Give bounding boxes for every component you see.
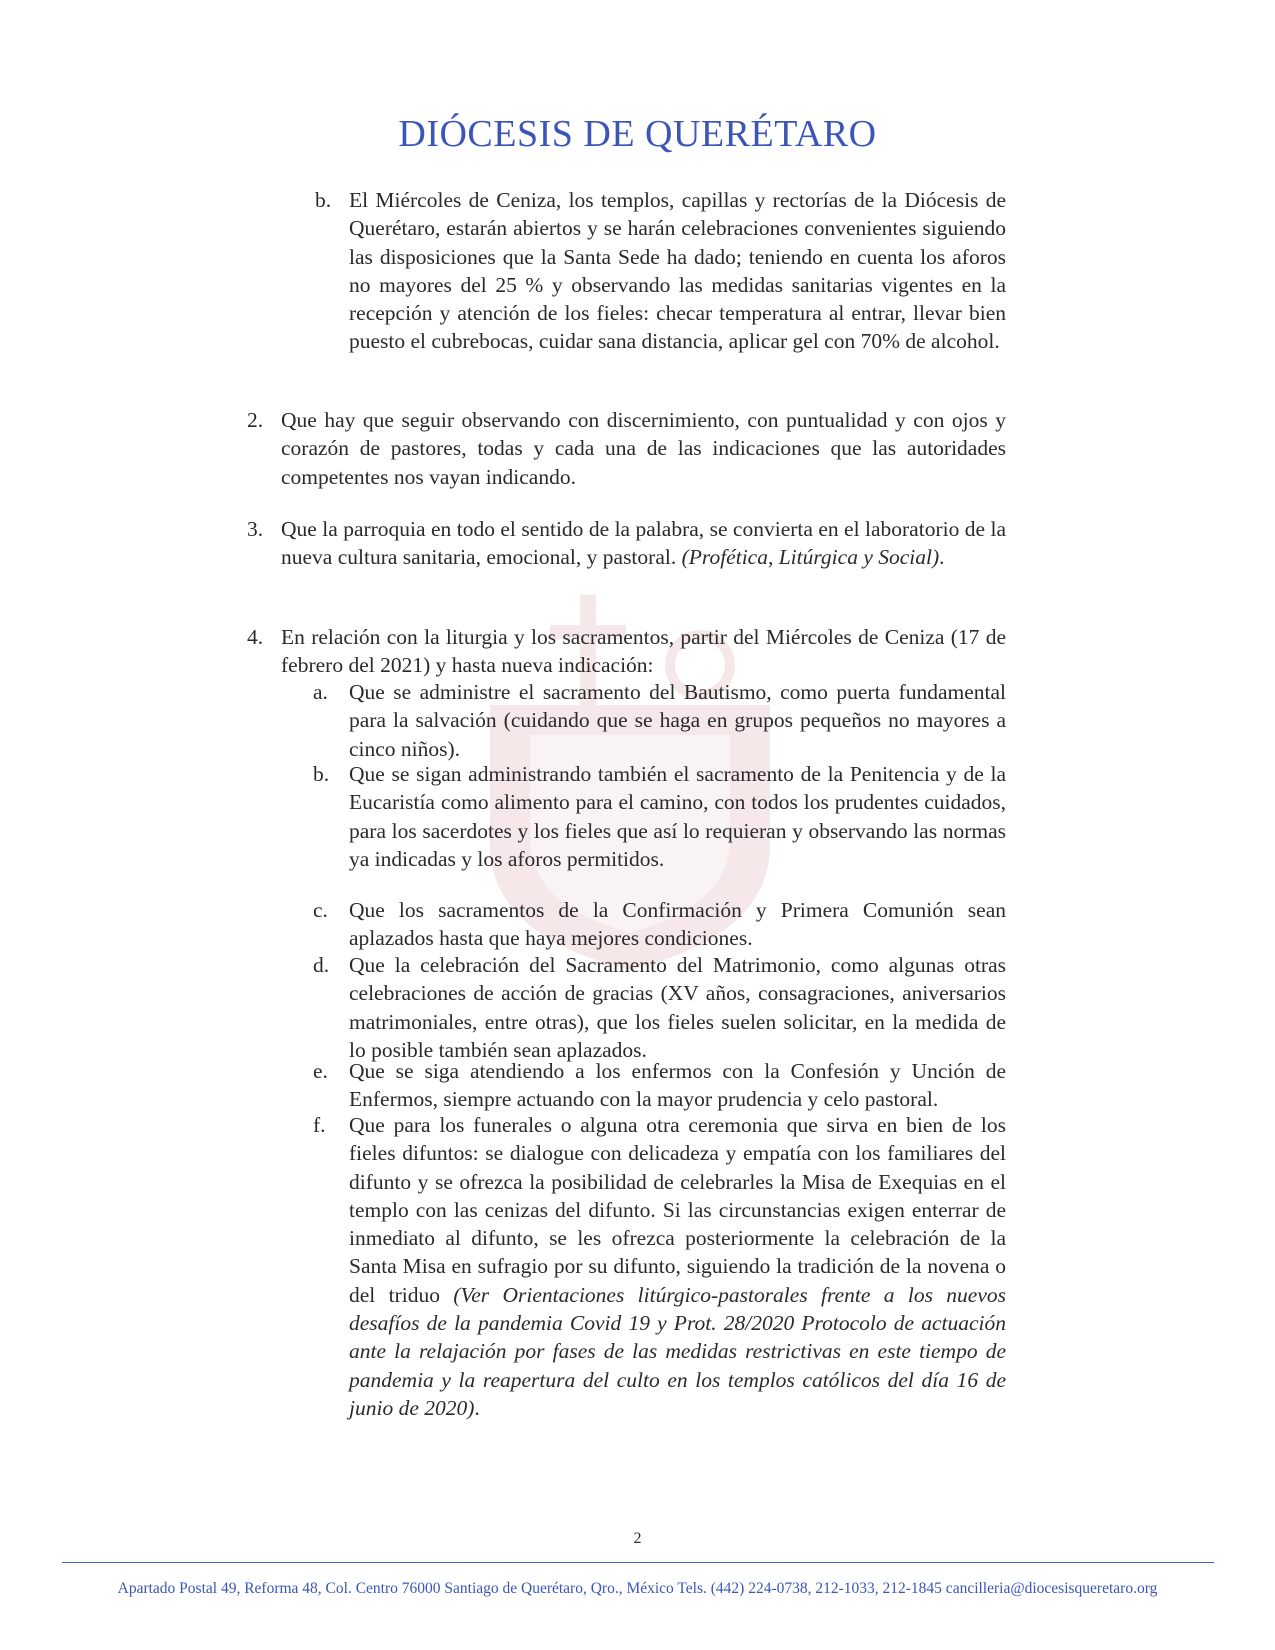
footer-address: Apartado Postal 49, Reforma 48, Col. Centro 76000 Santiago de Querétaro, Qro., México Tels. (442) 224-0738, 212-1033, 212-1845 cancilleria@diocesisqueretaro.org <box>117 1580 1158 1597</box>
list-item-b-ash-wednesday <box>315 186 1006 356</box>
sublist-item-c-confirmation <box>313 896 1006 953</box>
list-marker: d. <box>313 953 330 977</box>
page-number: 2 <box>633 1530 642 1547</box>
sublist-item-b-penance <box>313 760 1006 873</box>
item-text: Que se administre el sacramento del Bautismo, como puerta fundamental para la salvación (cuidando que se haga en grupos pequeños no mayores a cinco niños). <box>349 680 1006 761</box>
sublist-item-f-funerals <box>313 1111 1007 1422</box>
list-marker: f. <box>313 1113 326 1137</box>
list-item-4 <box>247 623 1006 680</box>
list-marker: c. <box>313 898 328 922</box>
list-marker: b. <box>315 188 332 212</box>
item-text: En relación con la liturgia y los sacramentos, partir del Miércoles de Ceniza (17 de febrero del 2021) y hasta nueva indicación: <box>281 625 1006 678</box>
item-text: Que la parroquia en todo el sentido de la palabra, se convierta en el laboratorio de la nueva cultura sanitaria, emocional, y pastoral. (Profética, Litúrgica y Social). <box>281 517 1006 570</box>
list-item-2 <box>247 406 1006 491</box>
list-marker: e. <box>313 1059 328 1083</box>
footer-divider <box>62 1562 1214 1563</box>
list-marker: b. <box>313 762 330 786</box>
list-item-3 <box>247 515 1006 572</box>
item-italic-text: (Ver Orientaciones litúrgico-pastorales frente a los nuevos desafíos de la pandemia Covid 19 y Prot. 28/2020 Protocolo de actuación ante la relajación por fases de las medidas restrictivas en este tiempo de pandemia y la reapertura del culto en los templos católicos del día 16 de junio de 2020) <box>349 1282 1007 1420</box>
list-marker: 3. <box>247 517 264 541</box>
diocese-letterhead-title: DIÓCESIS DE QUERÉTARO <box>398 113 877 155</box>
sublist-item-d-matrimony <box>313 951 1006 1064</box>
item-text: Que hay que seguir observando con discernimiento, con puntualidad y con ojos y corazón de pastores, todas y cada una de las indicaciones que las autoridades competentes nos vayan indicando. <box>281 408 1006 489</box>
list-marker: 4. <box>247 625 264 649</box>
item-text: Que se sigan administrando también el sacramento de la Penitencia y de la Eucaristía como alimento para el camino, con todos los prudentes cuidados, para los sacerdotes y los fieles que así lo requieran y observando las normas ya indicadas y los aforos permitidos. <box>349 762 1006 871</box>
sublist-item-a-baptism <box>313 678 1006 763</box>
item-text: Que se siga atendiendo a los enfermos con la Confesión y Unción de Enfermos, siempre actuando con la mayor prudencia y celo pastoral. <box>349 1059 1006 1112</box>
item-text: El Miércoles de Ceniza, los templos, capillas y rectorías de la Diócesis de Querétaro, estarán abiertos y se harán celebraciones convenientes siguiendo las disposiciones que la Santa Sede ha dado; teniendo en cuenta los aforos no mayores del 25 % y observando las medidas sanitarias vigentes en la recepción y atención de los fieles: checar temperatura al entrar, llevar bien puesto el cubrebocas, cuidar sana distancia, aplicar gel con 70% de alcohol. <box>349 188 1006 354</box>
sublist-item-e-sick <box>313 1057 1006 1114</box>
list-marker: 2. <box>247 408 264 432</box>
item-text: Que la celebración del Sacramento del Matrimonio, como algunas otras celebraciones de acción de gracias (XV años, consagraciones, aniversarios matrimoniales, entre otras), que los fieles suelen solicitar, en la medida de lo posible también sean aplazados. <box>349 953 1006 1062</box>
item-text: Que los sacramentos de la Confirmación y Primera Comunión sean aplazados hasta que haya mejores condiciones. <box>349 898 1006 951</box>
item-text: Que para los funerales o alguna otra ceremonia que sirva en bien de los fieles difuntos: se dialogue con delicadeza y empatía con los familiares del difunto y se ofrezca la posibilidad de celebrarles la Misa de Exequias en el templo con las cenizas del difunto. Si las circunstancias exigen enterrar de inmediato al difunto, se les ofrezca posteriormente la celebración de la Santa Misa en sufragio por su difunto, siguiendo la tradición de la novena o del triduo (Ver Orientaciones litúrgico-pastorales frente a los nuevos desafíos de la pandemia Covid 19 y Prot. 28/2020 Protocolo de actuación ante la relajación por fases de las medidas restrictivas en este tiempo de pandemia y la reapertura del culto en los templos católicos del día 16 de junio de 2020). <box>349 1113 1007 1420</box>
list-marker: a. <box>313 680 328 704</box>
item-italic-text: (Profética, Litúrgica y Social) <box>681 545 940 570</box>
